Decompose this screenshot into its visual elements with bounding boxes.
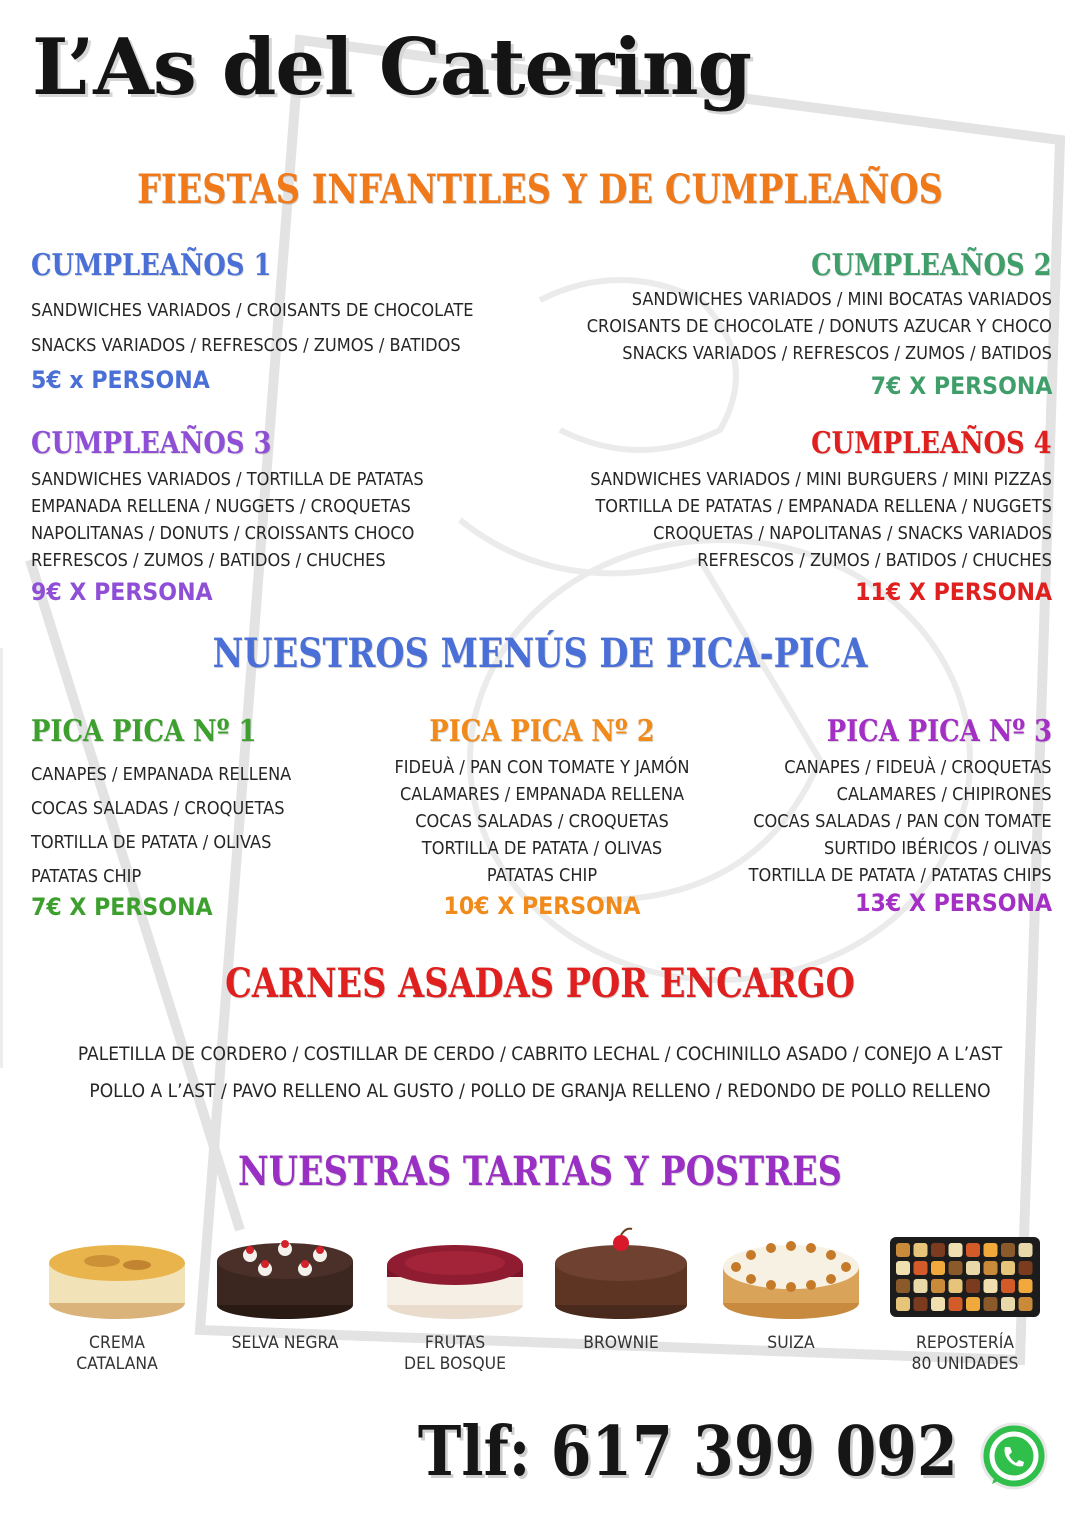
dessert-item-brownie <box>536 1225 706 1354</box>
menu-line: REFRESCOS / ZUMOS / BATIDOS / CHUCHES <box>697 550 1052 571</box>
menu-line: SNACKS VARIADOS / REFRESCOS / ZUMOS / BATIDOS <box>31 335 461 356</box>
suiza-cake-icon <box>716 1225 866 1325</box>
menu-line: CROQUETAS / NAPOLITANAS / SNACKS VARIADOS <box>653 523 1052 544</box>
dessert-label: REPOSTERÍA 80 UNIDADES <box>911 1333 1019 1374</box>
menu-name-cumpleanos-4: CUMPLEAÑOS 4 <box>811 426 1052 461</box>
dessert-label: CREMA CATALANA <box>76 1333 158 1374</box>
phone-number[interactable]: Tlf: 617 399 092 <box>418 1412 958 1492</box>
menu-name-pica-pica-1: PICA PICA Nº 1 <box>31 714 257 749</box>
dessert-item-frutas-del-bosque <box>370 1225 540 1375</box>
menu-line: COCAS SALADAS / PAN CON TOMATE <box>753 811 1052 832</box>
menu-line: PATATAS CHIP <box>486 865 598 886</box>
carnes-line: POLLO A L’AST / PAVO RELLENO AL GUSTO / POLLO DE GRANJA RELLENO / REDONDO DE POLLO RELLENO <box>89 1080 991 1102</box>
dessert-label: BROWNIE <box>583 1333 659 1353</box>
menu-line: SANDWICHES VARIADOS / CROISANTS DE CHOCOLATE <box>31 300 474 321</box>
menu-name-cumpleanos-1: CUMPLEAÑOS 1 <box>31 248 272 283</box>
menu-line: SANDWICHES VARIADOS / TORTILLA DE PATATAS <box>31 469 424 490</box>
menu-price-cumpleanos-2: 7€ X PERSONA <box>870 372 1052 400</box>
menu-line: CALAMARES / CHIPIRONES <box>837 784 1052 805</box>
menu-price-pica-pica-2: 10€ X PERSONA <box>443 892 641 920</box>
menu-price-pica-pica-1: 7€ X PERSONA <box>31 893 213 921</box>
dessert-label: SUIZA <box>767 1333 815 1353</box>
menu-line: SNACKS VARIADOS / REFRESCOS / ZUMOS / BATIDOS <box>622 343 1052 364</box>
menu-items-cumpleanos-3 <box>31 466 424 574</box>
menu-items-pica-pica-2 <box>362 754 722 889</box>
menu-name-pica-pica-3: PICA PICA Nº 3 <box>826 714 1052 749</box>
menu-line: TORTILLA DE PATATA / PATATAS CHIPS <box>749 865 1052 886</box>
menu-line: COCAS SALADAS / CROQUETAS <box>31 798 285 819</box>
whatsapp-icon[interactable] <box>978 1422 1050 1494</box>
dessert-label: SELVA NEGRA <box>231 1333 339 1353</box>
pastry-tray-icon <box>880 1225 1050 1325</box>
menu-name-cumpleanos-3: CUMPLEAÑOS 3 <box>31 426 272 461</box>
section-heading-carnes: CARNES ASADAS POR ENCARGO <box>225 960 855 1007</box>
menu-line: EMPANADA RELLENA / NUGGETS / CROQUETAS <box>31 496 411 517</box>
dessert-item-suiza <box>706 1225 876 1354</box>
menu-line: COCAS SALADAS / CROQUETAS <box>415 811 669 832</box>
menu-line: SURTIDO IBÉRICOS / OLIVAS <box>824 838 1052 859</box>
menu-name-pica-pica-2: PICA PICA Nº 2 <box>429 714 655 749</box>
menu-line: REFRESCOS / ZUMOS / BATIDOS / CHUCHES <box>31 550 386 571</box>
menu-name-cumpleanos-2: CUMPLEAÑOS 2 <box>811 248 1052 283</box>
selva-negra-cake-icon <box>210 1225 360 1325</box>
menu-items-cumpleanos-4 <box>590 466 1052 574</box>
dessert-item-selva-negra <box>200 1225 370 1354</box>
menu-price-cumpleanos-1: 5€ x PERSONA <box>31 366 210 394</box>
section-heading-fiestas: FIESTAS INFANTILES Y DE CUMPLEAÑOS <box>137 166 943 213</box>
section-heading-postres: NUESTRAS TARTAS Y POSTRES <box>238 1148 842 1195</box>
menu-price-cumpleanos-3: 9€ X PERSONA <box>31 578 213 606</box>
dessert-label: FRUTAS DEL BOSQUE <box>404 1333 506 1374</box>
brand-title: L’As del Catering <box>32 22 752 113</box>
brownie-cake-icon <box>546 1225 696 1325</box>
dessert-item-crema-catalana <box>32 1225 202 1375</box>
menu-line: SANDWICHES VARIADOS / MINI BURGUERS / MINI PIZZAS <box>590 469 1052 490</box>
frutas-del-bosque-cake-icon <box>380 1225 530 1325</box>
menu-items-cumpleanos-1 <box>31 296 473 359</box>
menu-price-cumpleanos-4: 11€ X PERSONA <box>855 578 1052 606</box>
menu-line: TORTILLA DE PATATA / OLIVAS <box>31 832 272 853</box>
menu-items-pica-pica-1 <box>31 758 291 894</box>
carnes-list <box>0 1036 1080 1110</box>
crema-catalana-cake-icon <box>42 1225 192 1325</box>
menu-line: PATATAS CHIP <box>31 866 142 887</box>
menu-price-pica-pica-3: 13€ X PERSONA <box>855 889 1052 917</box>
menu-line: CANAPES / EMPANADA RELLENA <box>31 764 292 785</box>
menu-line: SANDWICHES VARIADOS / MINI BOCATAS VARIADOS <box>631 289 1052 310</box>
carnes-line: PALETILLA DE CORDERO / COSTILLAR DE CERDO / CABRITO LECHAL / COCHINILLO ASADO / CONEJO A L’AST <box>77 1043 1003 1065</box>
section-heading-pica-pica: NUESTROS MENÚS DE PICA-PICA <box>212 630 868 677</box>
menu-line: CANAPES / FIDEUÀ / CROQUETAS <box>784 757 1052 778</box>
dessert-item-reposteria <box>880 1225 1050 1375</box>
menu-items-cumpleanos-2 <box>587 286 1052 367</box>
menu-line: NAPOLITANAS / DONUTS / CROISSANTS CHOCO <box>31 523 415 544</box>
menu-items-pica-pica-3 <box>749 754 1052 889</box>
menu-line: TORTILLA DE PATATA / OLIVAS <box>421 838 663 859</box>
menu-line: TORTILLA DE PATATAS / EMPANADA RELLENA / NUGGETS <box>595 496 1052 517</box>
menu-line: CALAMARES / EMPANADA RELLENA <box>399 784 685 805</box>
menu-line: CROISANTS DE CHOCOLATE / DONUTS AZUCAR Y CHOCO <box>586 316 1052 337</box>
side-tab <box>0 648 3 1068</box>
menu-line: FIDEUÀ / PAN CON TOMATE Y JAMÓN <box>394 757 690 778</box>
